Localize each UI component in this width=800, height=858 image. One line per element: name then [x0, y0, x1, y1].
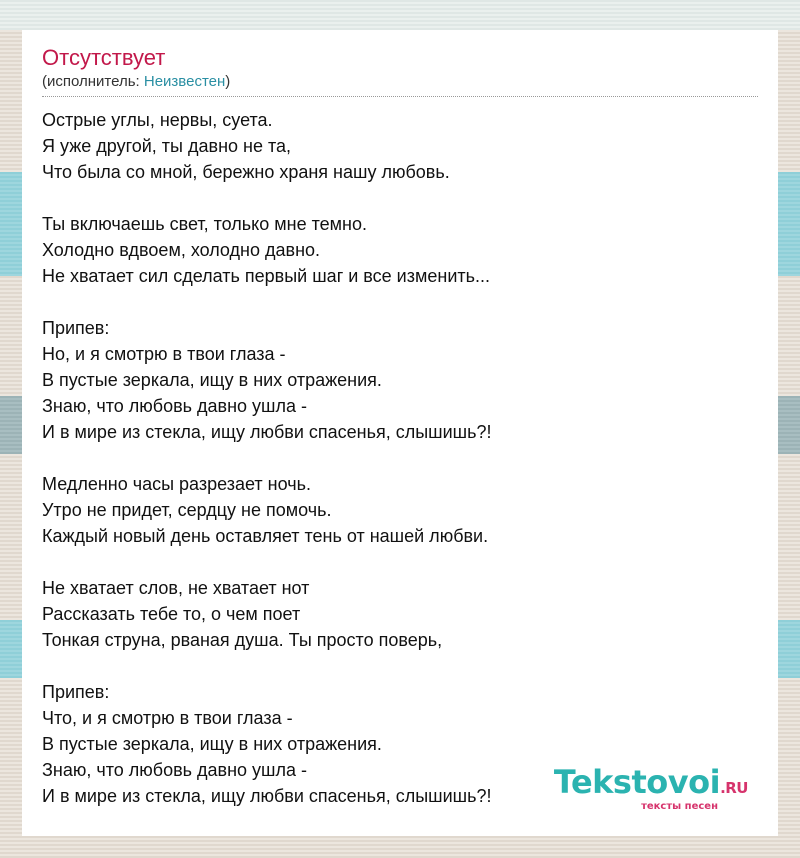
performer-link[interactable]: Неизвестен	[143, 73, 226, 90]
logo-tagline: тексты песен	[641, 801, 718, 812]
logo-domain: .RU	[720, 779, 748, 797]
lyric-line: Припев:	[42, 682, 110, 702]
stanza	[42, 471, 758, 549]
lyric-line: Но, и я смотрю в твои глаза -	[42, 344, 286, 364]
lyric-line: И в мире из стекла, ищу любви спасенья, слышишь?!	[42, 786, 492, 806]
stanza	[42, 315, 758, 445]
lyric-line: Холодно вдвоем, холодно давно.	[42, 240, 321, 260]
lyric-line: И в мире из стекла, ищу любви спасенья, слышишь?!	[42, 422, 492, 442]
lyric-line: Припев:	[42, 318, 110, 338]
lyric-line: Каждый новый день оставляет тень от нашей любви.	[42, 526, 489, 546]
performer-line	[42, 72, 758, 92]
lyrics-card	[22, 30, 778, 836]
lyric-line: В пустые зеркала, ищу в них отражения.	[42, 370, 382, 390]
lyric-line: Не хватает сил сделать первый шаг и все изменить...	[42, 266, 490, 286]
lyric-line: Я уже другой, ты давно не та,	[42, 136, 292, 156]
stanza	[42, 575, 758, 653]
stanza	[42, 107, 758, 185]
lyric-line: Знаю, что любовь давно ушла -	[42, 396, 307, 416]
divider	[42, 96, 758, 97]
logo-main-text: Tekstovoi	[553, 763, 721, 801]
performer-suffix: )	[225, 73, 231, 90]
lyric-line: Знаю, что любовь давно ушла -	[42, 760, 307, 780]
lyric-line: Медленно часы разрезает ночь.	[42, 474, 311, 494]
performer-prefix: (исполнитель:	[42, 73, 144, 90]
logo-wordmark	[554, 765, 748, 805]
background-band	[0, 0, 800, 30]
lyric-line: Утро не придет, сердцу не помочь.	[42, 500, 332, 520]
stanza	[42, 211, 758, 289]
lyric-line: Ты включаешь свет, только мне темно.	[42, 214, 367, 234]
lyric-line: Рассказать тебе то, о чем поет	[42, 604, 301, 624]
lyrics-body	[42, 107, 758, 809]
lyric-line: Что, и я смотрю в твои глаза -	[42, 708, 293, 728]
lyric-line: Тонкая струна, рваная душа. Ты просто поверь,	[42, 630, 443, 650]
lyric-line: Не хватает слов, не хватает нот	[42, 578, 310, 598]
lyric-line: Что была со мной, бережно храня нашу любовь.	[42, 162, 450, 182]
site-logo[interactable]	[554, 765, 748, 812]
song-title: Отсутствует	[42, 45, 166, 70]
lyric-line: Острые углы, нервы, суета.	[42, 110, 273, 130]
lyric-line: В пустые зеркала, ищу в них отражения.	[42, 734, 382, 754]
